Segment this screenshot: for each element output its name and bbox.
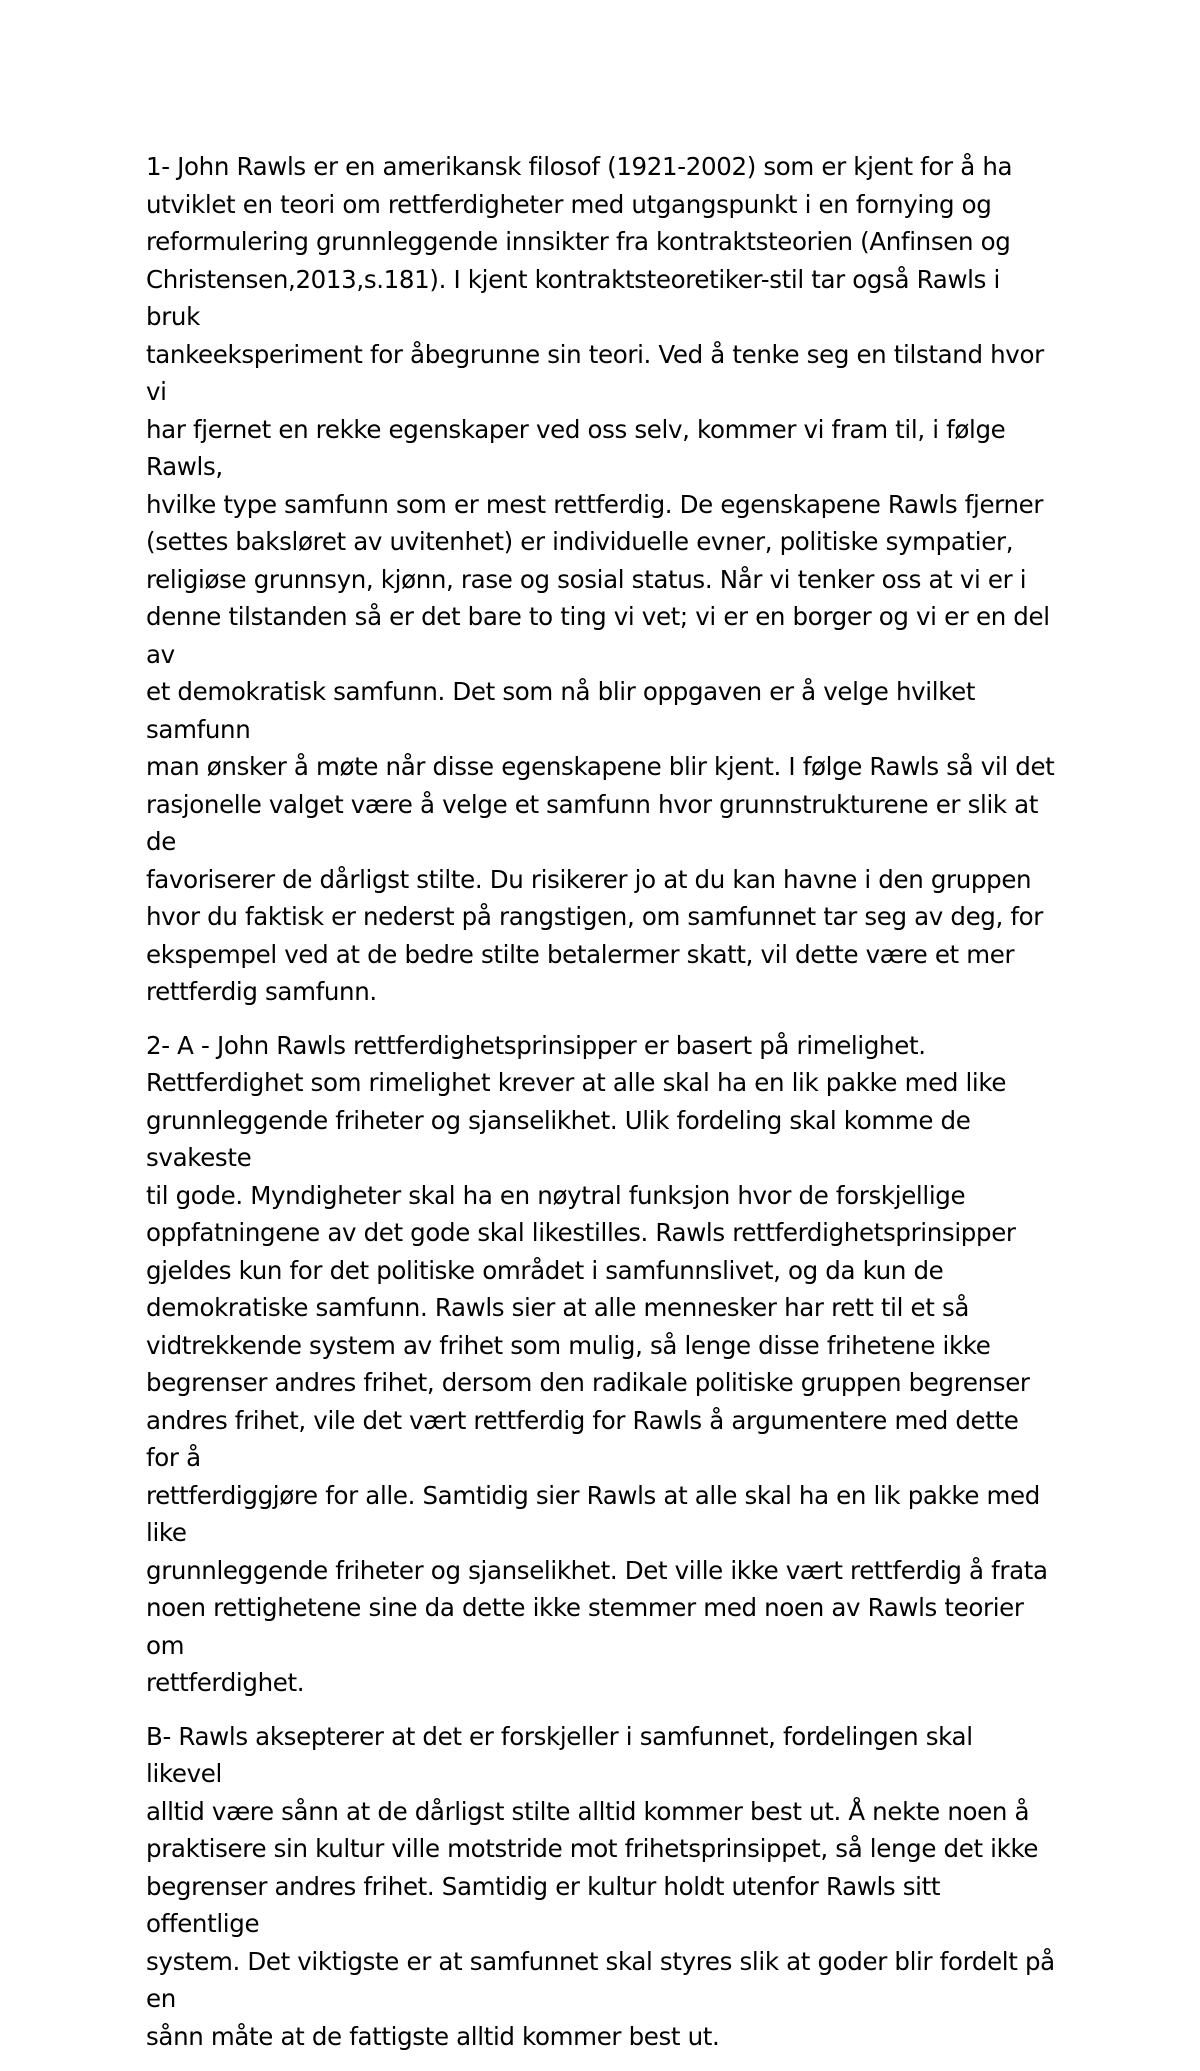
paragraph-2a: 2- A - John Rawls rettferdighetsprinsipper er basert på rimelighet. Rettferdighet som rimelighet krever at alle skal ha en lik pakke med like grunnleggende friheter og sjanselikhet. Ulik fordeling skal komme de svakeste til gode. Myndigheter skal ha en nøytral funksjon hvor de forskjellige oppfatningene av det gode skal likestilles. Rawls rettferdighetsprinsipper gjeldes kun for det politiske området i samfunnslivet, og da kun de demokratiske samfunn. Rawls sier at alle mennesker har rett til et så vidtrekkende system av frihet som mulig, så lenge disse frihetene ikke begrenser andres frihet, dersom den radikale politiske gruppen begrenser andres frihet, vile det vært rettferdig for Rawls å argumentere med dette for å rettferdiggjøre for alle. Samtidig sier Rawls at alle skal ha en lik pakke med like grunnleggende friheter og sjanselikhet. Det ville ikke vært rettferdig å frata noen rettighetene sine da dette ikke stemmer med noen av Rawls teorier om rettferdighet. — [146, 1030, 1048, 1697]
paragraph-2b: B- Rawls aksepterer at det er forskjeller i samfunnet, fordelingen skal likevel alltid være sånn at de dårligst stilte alltid kommer best ut. Å nekte noen å praktisere sin kultur ville motstride mot frihetsprinsippet, så lenge det ikke begrenser andres frihet. Samtidig er kultur holdt utenfor Rawls sitt offentlige system. Det viktigste er at samfunnet skal styres slik at goder blir fordelt på en sånn måte at de fattigste alltid kommer best ut. — [146, 1721, 1055, 2051]
paragraph-1: 1- John Rawls er en amerikansk filosof (1921-2002) som er kjent for å ha utviklet en teori om rettferdigheter med utgangspunkt i en fornying og reformulering grunnleggende innsikter fra kontraktsteorien (Anfinsen og Christensen,2013,s.181). I kjent kontraktsteoretiker-stil tar også Rawls i bruk tankeeksperiment for åbegrunne sin teori. Ved å tenke seg en tilstand hvor vi har fjernet en rekke egenskaper ved oss selv, kommer vi fram til, i følge Rawls, hvilke type samfunn som er mest rettferdig. De egenskapene Rawls fjerner (settes baksløret av uvitenhet) er individuelle evner, politiske sympatier, religiøse grunnsyn, kjønn, rase og sosial status. Når vi tenker oss at vi er i denne tilstanden så er det bare to ting vi vet; vi er en borger og vi er en del av et demokratisk samfunn. Det som nå blir oppgaven er å velge hvilket samfunn man ønsker å møte når disse egenskapene blir kjent. I følge Rawls så vil det rasjonelle valget være å velge et samfunn hvor grunnstrukturene er slik at de favoriserer de dårligst stilte. Du risikerer jo at du kan havne i den gruppen hvor du faktisk er nederst på rangstigen, om samfunnet tar seg av deg, for ekspempel ved at de bedre stilte betalermer skatt, vil dette være et mer rettferdig samfunn. — [146, 152, 1055, 1006]
document-body — [146, 148, 1056, 2071]
